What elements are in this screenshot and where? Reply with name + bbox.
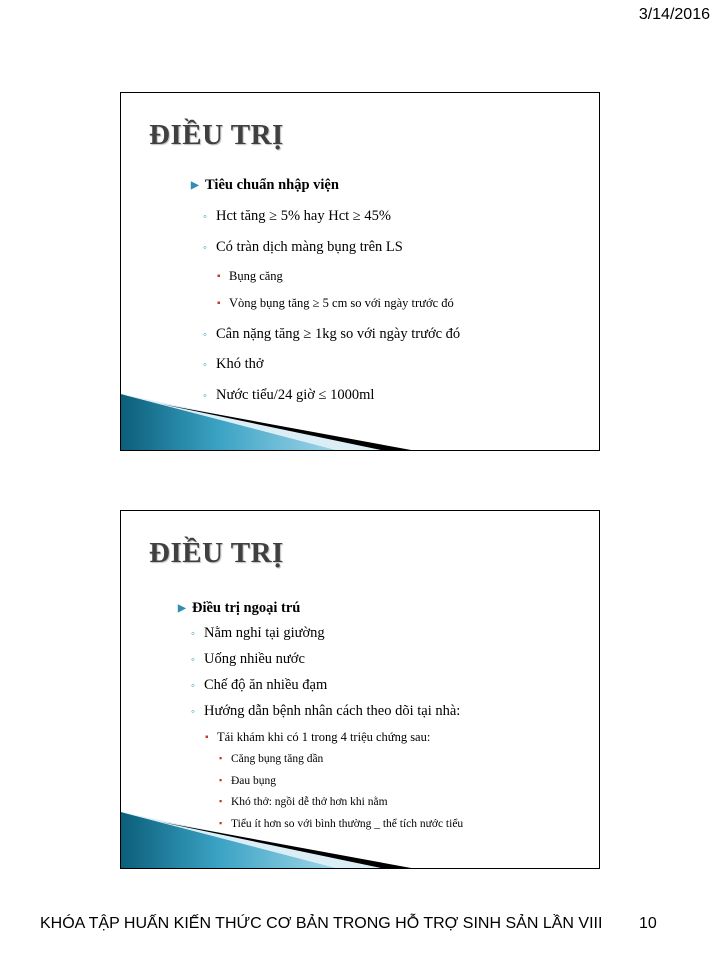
dot-bullet-icon: ▪ — [219, 753, 223, 763]
footer-course-title: KHÓA TẬP HUẤN KIẾN THỨC CƠ BẢN TRONG HỖ TRỢ SINH SẢN LẦN VIII — [40, 915, 603, 932]
circle-bullet-icon: ◦ — [203, 211, 207, 223]
bullet-heading: ▶ Điều trị ngoại trú — [178, 600, 301, 616]
bullet-heading: ▶ Tiêu chuẩn nhập viện — [191, 177, 339, 193]
slide-decoration — [121, 390, 600, 450]
circle-bullet-icon: ◦ — [203, 242, 207, 254]
slide-decoration — [121, 808, 600, 868]
page-number: 10 — [639, 915, 657, 932]
print-date: 3/14/2016 — [638, 6, 710, 23]
list-item: ◦ Hướng dẫn bệnh nhân cách theo dõi tại nhà: — [191, 703, 461, 719]
circle-bullet-icon: ◦ — [203, 359, 207, 371]
list-item: ▪ Đau bụng — [219, 775, 277, 787]
list-item: ◦ Có tràn dịch màng bụng trên LS — [203, 239, 403, 255]
dot-bullet-icon: ▪ — [205, 732, 209, 743]
slide-1 — [120, 92, 600, 451]
circle-bullet-icon: ◦ — [191, 706, 195, 718]
list-item: ▪ Căng bụng tăng dần — [219, 753, 324, 765]
list-item: ▪ Tái khám khi có 1 trong 4 triệu chứng sau: — [205, 730, 431, 744]
circle-bullet-icon: ◦ — [191, 680, 195, 692]
circle-bullet-icon: ◦ — [203, 329, 207, 341]
dot-bullet-icon: ▪ — [217, 271, 221, 282]
list-item: ◦ Nằm nghỉ tại giường — [191, 625, 325, 641]
triangle-bullet-icon: ▶ — [178, 603, 186, 614]
list-item: ◦ Uống nhiều nước — [191, 651, 305, 667]
circle-bullet-icon: ◦ — [203, 390, 207, 402]
list-item: ◦ Chế độ ăn nhiều đạm — [191, 677, 328, 693]
dot-bullet-icon: ▪ — [219, 796, 223, 806]
dot-bullet-icon: ▪ — [217, 298, 221, 309]
circle-bullet-icon: ◦ — [191, 628, 195, 640]
dot-bullet-icon: ▪ — [219, 818, 223, 828]
slide-title: ĐIỀU TRỊ — [149, 119, 284, 151]
list-item: ◦ Nước tiểu/24 giờ ≤ 1000ml — [203, 387, 375, 403]
circle-bullet-icon: ◦ — [191, 654, 195, 666]
dot-bullet-icon: ▪ — [219, 775, 223, 785]
slide-2 — [120, 510, 600, 869]
list-item: ◦ Cân nặng tăng ≥ 1kg so với ngày trước đó — [203, 326, 461, 342]
list-item: ◦ Khó thở — [203, 356, 264, 372]
list-item: ◦ Hct tăng ≥ 5% hay Hct ≥ 45% — [203, 208, 391, 224]
list-item: ▪ Bụng căng — [217, 269, 283, 283]
slide-title: ĐIỀU TRỊ — [149, 537, 284, 569]
list-item: ▪ Tiểu ít hơn so với bình thường _ thể tích nước tiểu — [219, 818, 464, 830]
list-item: ▪ Khó thở: ngồi dễ thở hơn khi nằm — [219, 796, 388, 808]
list-item: ▪ Vòng bụng tăng ≥ 5 cm so với ngày trước đó — [217, 296, 454, 310]
triangle-bullet-icon: ▶ — [191, 180, 199, 191]
